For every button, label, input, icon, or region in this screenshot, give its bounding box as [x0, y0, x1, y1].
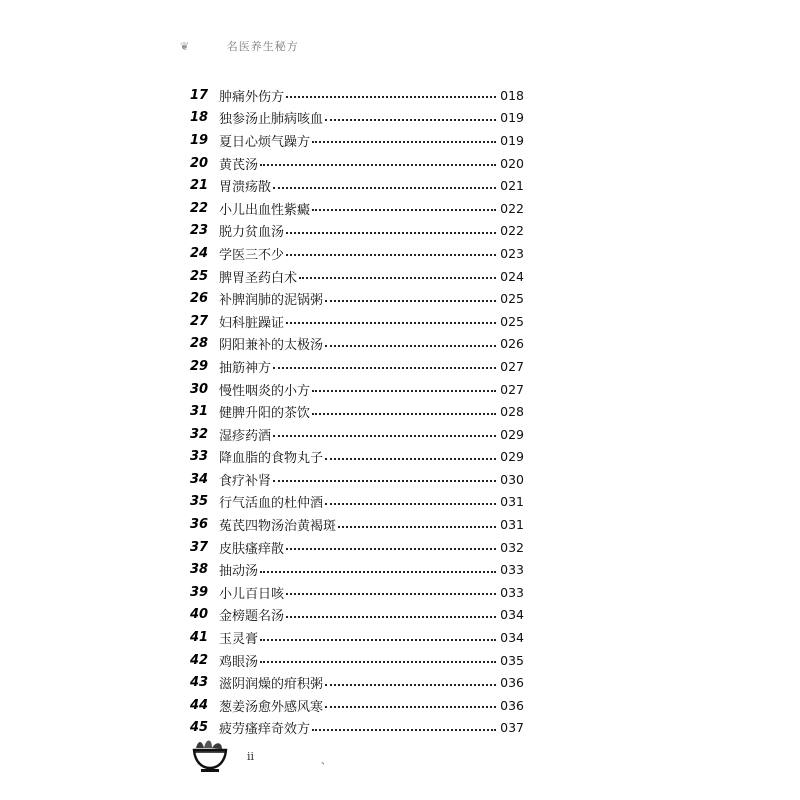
entry-number: 33 — [190, 449, 209, 465]
entry-number: 23 — [190, 223, 209, 239]
toc-entry — [190, 626, 524, 649]
toc-entry — [190, 491, 524, 514]
entry-number: 21 — [190, 178, 209, 194]
entry-page: 027 — [500, 358, 524, 374]
dot-leader — [260, 661, 496, 663]
dot-leader — [325, 119, 496, 121]
toc-entry — [190, 152, 524, 175]
dot-leader — [312, 729, 496, 731]
entry-number: 24 — [190, 245, 209, 261]
toc-entry — [190, 423, 524, 446]
entry-title: 夏日心烦气躁方 — [219, 134, 311, 150]
toc-entry — [190, 649, 524, 672]
dot-leader — [286, 616, 496, 618]
toc-entry — [190, 107, 524, 130]
entry-number: 38 — [190, 562, 209, 578]
toc-entry — [190, 220, 524, 243]
entry-title: 金榜题名汤 — [219, 609, 285, 625]
entry-title: 滋阴润燥的疳积粥 — [219, 677, 324, 693]
toc-entry — [190, 310, 524, 333]
entry-page: 020 — [500, 155, 524, 171]
entry-title: 行气活血的杜仲酒 — [219, 496, 324, 512]
herb-bowl-icon — [190, 738, 230, 774]
entry-number: 22 — [190, 200, 209, 216]
entry-page: 032 — [500, 539, 524, 555]
dot-leader — [273, 480, 496, 482]
dot-leader — [325, 458, 496, 460]
dot-leader — [273, 187, 496, 189]
entry-page: 022 — [500, 200, 524, 216]
entry-title: 肿痛外伤方 — [219, 89, 285, 105]
entry-page: 031 — [500, 517, 524, 533]
toc-entry — [190, 287, 524, 310]
dot-leader — [273, 435, 496, 437]
entry-page: 024 — [500, 268, 524, 284]
entry-page: 028 — [500, 404, 524, 420]
toc-entry — [190, 84, 524, 107]
entry-number: 40 — [190, 607, 209, 623]
entry-number: 25 — [190, 268, 209, 284]
dot-leader — [312, 209, 496, 211]
toc-entry — [190, 694, 524, 717]
entry-title: 学医三不少 — [219, 247, 285, 263]
dot-leader — [325, 300, 496, 302]
entry-number: 19 — [190, 132, 209, 148]
dot-leader — [312, 413, 496, 415]
entry-page: 033 — [500, 562, 524, 578]
entry-number: 36 — [190, 517, 209, 533]
dot-leader — [286, 96, 496, 98]
entry-number: 26 — [190, 291, 209, 307]
dot-leader — [286, 232, 496, 234]
entry-title: 独参汤止肺病咳血 — [219, 112, 324, 128]
toc-entry — [190, 536, 524, 559]
entry-title: 疲劳瘙痒奇效方 — [219, 722, 311, 738]
entry-title: 小儿出血性紫癜 — [219, 202, 311, 218]
entry-page: 025 — [500, 291, 524, 307]
toc-entry — [190, 174, 524, 197]
entry-page: 033 — [500, 584, 524, 600]
entry-page: 018 — [500, 87, 524, 103]
entry-page: 025 — [500, 313, 524, 329]
entry-number: 39 — [190, 584, 209, 600]
toc-entry — [190, 468, 524, 491]
entry-title: 玉灵膏 — [219, 632, 259, 648]
entry-number: 35 — [190, 494, 209, 510]
entry-title: 皮肤瘙痒散 — [219, 541, 285, 557]
entry-page: 019 — [500, 132, 524, 148]
toc-entry — [190, 265, 524, 288]
toc-entry — [190, 333, 524, 356]
entry-page: 029 — [500, 449, 524, 465]
entry-number: 18 — [190, 110, 209, 126]
running-header — [180, 38, 299, 54]
entry-title: 菟芪四物汤治黄褐斑 — [219, 519, 337, 535]
dot-leader — [286, 548, 496, 550]
entry-page: 022 — [500, 223, 524, 239]
entry-page: 034 — [500, 630, 524, 646]
entry-title: 小儿百日咳 — [219, 586, 285, 602]
toc-entry — [190, 446, 524, 469]
entry-title: 慢性咽炎的小方 — [219, 383, 311, 399]
entry-title: 阴阳兼补的太极汤 — [219, 338, 324, 354]
toc-entry — [190, 513, 524, 536]
entry-page: 019 — [500, 110, 524, 126]
entry-title: 葱姜汤愈外感风寒 — [219, 699, 324, 715]
dot-leader — [312, 390, 496, 392]
running-title: 名医养生秘方 — [226, 40, 299, 53]
dot-leader — [260, 571, 496, 573]
entry-number: 41 — [190, 630, 209, 646]
entry-title: 补脾润肺的泥锅粥 — [219, 293, 324, 309]
entry-number: 42 — [190, 652, 209, 668]
toc-entry — [190, 378, 524, 401]
toc-entry — [190, 581, 524, 604]
footer-mark: 、 — [321, 756, 331, 767]
toc-entry — [190, 671, 524, 694]
dot-leader — [325, 345, 496, 347]
entry-title: 胃溃疡散 — [219, 180, 272, 196]
entry-title: 脾胃圣药白术 — [219, 270, 298, 286]
entry-title: 降血脂的食物丸子 — [219, 451, 324, 467]
dot-leader — [312, 141, 496, 143]
entry-number: 30 — [190, 381, 209, 397]
dot-leader — [260, 164, 496, 166]
dot-leader — [325, 706, 496, 708]
ornament-icon: ❦ — [180, 40, 191, 53]
toc-entry — [190, 558, 524, 581]
entry-title: 脱力贫血汤 — [219, 225, 285, 241]
entry-number: 37 — [190, 539, 209, 555]
entry-title: 湿疹药酒 — [219, 428, 272, 444]
entry-title: 妇科脏躁证 — [219, 315, 285, 331]
dot-leader — [286, 593, 496, 595]
entry-page: 036 — [500, 697, 524, 713]
entry-page: 036 — [500, 675, 524, 691]
entry-page: 029 — [500, 426, 524, 442]
entry-number: 20 — [190, 155, 209, 171]
page-number: ii — [247, 750, 255, 763]
entry-number: 32 — [190, 426, 209, 442]
entry-title: 抽筋神方 — [219, 360, 272, 376]
entry-number: 17 — [190, 87, 209, 103]
dot-leader — [260, 639, 496, 641]
toc-entry — [190, 400, 524, 423]
toc-entry — [190, 604, 524, 627]
entry-number: 45 — [190, 720, 209, 736]
entry-page: 034 — [500, 607, 524, 623]
dot-leader — [325, 503, 496, 505]
entry-number: 43 — [190, 675, 209, 691]
toc-entry — [190, 717, 524, 740]
entry-page: 027 — [500, 381, 524, 397]
toc-entry — [190, 129, 524, 152]
entry-page: 021 — [500, 178, 524, 194]
entry-page: 023 — [500, 245, 524, 261]
entry-page: 030 — [500, 471, 524, 487]
toc-entry — [190, 355, 524, 378]
entry-number: 34 — [190, 471, 209, 487]
dot-leader — [299, 277, 496, 279]
entry-page: 026 — [500, 336, 524, 352]
dot-leader — [338, 526, 496, 528]
entry-title: 食疗补肾 — [219, 473, 272, 489]
entry-number: 28 — [190, 336, 209, 352]
entry-number: 31 — [190, 404, 209, 420]
entry-number: 29 — [190, 358, 209, 374]
entry-title: 抽动汤 — [219, 564, 259, 580]
dot-leader — [286, 254, 496, 256]
dot-leader — [273, 367, 496, 369]
entry-number: 27 — [190, 313, 209, 329]
toc-entry — [190, 197, 524, 220]
table-of-contents — [190, 84, 524, 739]
entry-page: 035 — [500, 652, 524, 668]
entry-title: 鸡眼汤 — [219, 654, 259, 670]
entry-title: 黄芪汤 — [219, 157, 259, 173]
dot-leader — [325, 684, 496, 686]
dot-leader — [286, 322, 496, 324]
entry-page: 037 — [500, 720, 524, 736]
entry-page: 031 — [500, 494, 524, 510]
toc-entry — [190, 242, 524, 265]
entry-title: 健脾升阳的茶饮 — [219, 406, 311, 422]
entry-number: 44 — [190, 697, 209, 713]
